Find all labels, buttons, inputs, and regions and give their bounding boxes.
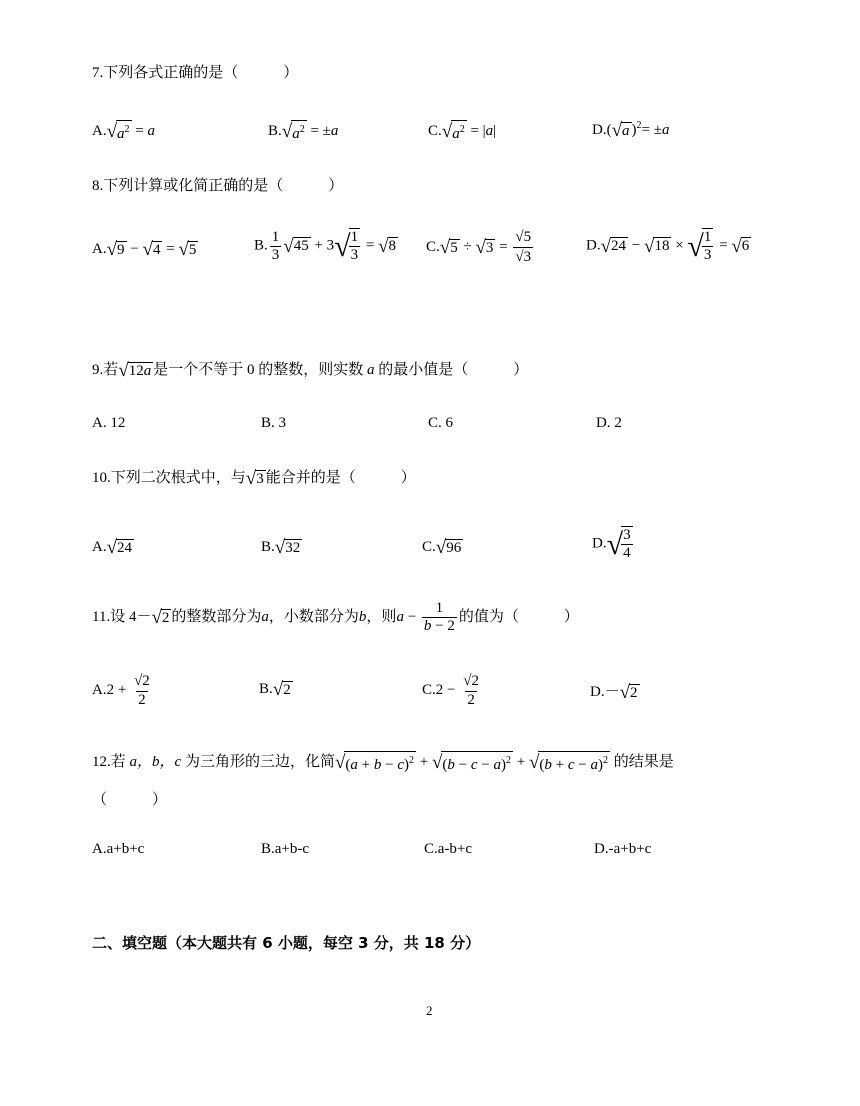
q10-option-b: B.√32 (261, 537, 301, 558)
q7-option-c: $C.√a^2 = |a|$ (428, 121, 497, 142)
q12-option-d: D.-a+b+c (594, 841, 652, 857)
q9-option-c: C. 6 (428, 415, 454, 431)
q9-stem: 9.若√12a 是一个不等于 0 的整数，则实数 a 的最小值是（ ） (92, 360, 529, 382)
q8-option-a: A.√9 − √4 = √5 (92, 239, 197, 260)
q8-option-b: B. $\frac{1}{3}$ √45 + 3√ $\frac{1}{3}$ = √8 (254, 228, 397, 263)
q10-option-d: D.√ $\frac{3}{4}$ (592, 527, 631, 561)
q7-option-d: D.(√a )$^2$= ±a (592, 120, 670, 142)
q12-option-a: A.a+b+c (92, 841, 145, 857)
q12-option-b: B.a+b-c (261, 841, 310, 857)
q11-option-d: D.－√2 (590, 682, 638, 704)
q9-option-b: B. 3 (261, 415, 287, 431)
page-number: 2 (426, 1003, 433, 1018)
q7-option-a: $A.√a^2 = a$ (92, 121, 155, 142)
q12-answer-paren: （ ） (92, 792, 168, 808)
q10-option-a: A.√24 (92, 537, 133, 558)
q12-stem: 12.若 a，b，c 为三角形的三边，化简$√(a + b - c)^2 + √(b - c - a)^2 + √(b + c - a)^2$ 的结果是 (92, 752, 674, 773)
q11-stem: 11.设 4－√2 的整数部分为a，小数部分为b，则a − $\frac{1}{b - 2}$ 的值为（ ） (92, 600, 579, 634)
q11-option-c: C.2 − $\frac{√2}{2}$ (422, 672, 479, 708)
q8-option-d: D.√24 − √18 × √ $\frac{1}{3}$ = √6 (586, 229, 750, 263)
q9-option-a: A. 12 (92, 415, 126, 431)
q10-option-c: C.√96 (422, 537, 462, 558)
q8-option-c: C.√5 ÷ √3 = $\frac{√5}{√3}$ (426, 228, 532, 265)
q11-option-a: A.2 + $\frac{√2}{2}$ (92, 672, 150, 708)
q11-option-b: B.√2 (259, 679, 291, 700)
q7-option-b: $B.√a^2 = \pm a$ (268, 121, 339, 142)
q10-stem: 10.下列二次根式中，与√3 能合并的是（ ） (92, 468, 416, 490)
section-heading: 二、填空题（本大题共有 6 小题，每空 3 分，共 18 分） (92, 934, 481, 952)
q12-option-c: C.a-b+c (424, 841, 473, 857)
q8-stem: 8.下列计算或化简正确的是（ ） (92, 178, 344, 194)
q7-stem: 7.下列各式正确的是（ ） (92, 65, 299, 81)
q9-option-d: D. 2 (596, 415, 622, 431)
